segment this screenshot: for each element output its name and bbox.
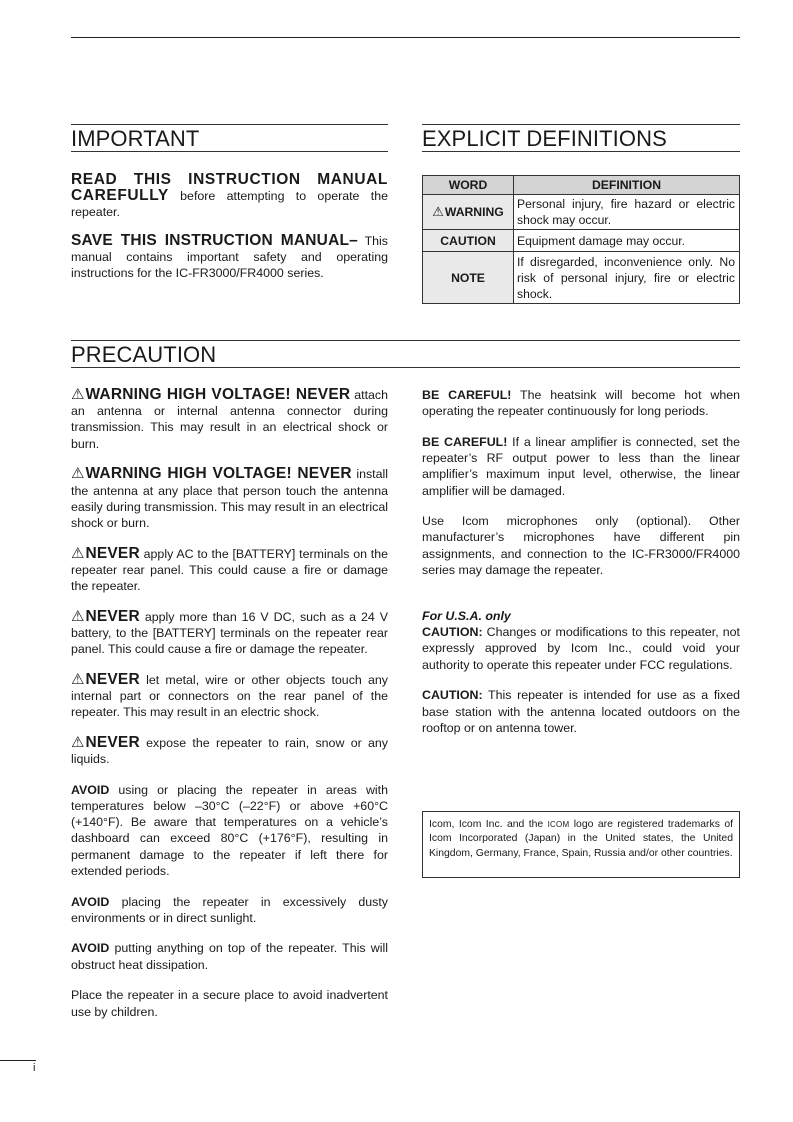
warning-icon: ⚠: [71, 733, 85, 751]
important-lead-2: SAVE THIS INSTRUCTION MANUAL–: [71, 231, 358, 249]
precaution-item: [422, 387, 740, 419]
precaution-heading-bar: [71, 340, 740, 368]
precaution-heading: PRECAUTION: [71, 342, 217, 367]
table-row: [423, 230, 740, 252]
precaution-text: using or placing the repeater in areas with temperatures below –30°C (–22°F) or above +60°C (+140°F). Be aware that temperatures on a vehicle’s dashboard can exceed 80°C (+176°F), resulting in permanent damage to the repeater if left there for extended periods.: [71, 782, 388, 878]
precaution-item: [71, 782, 388, 879]
usa-only-heading: For U.S.A. only: [422, 609, 511, 624]
precaution-lead: AVOID: [71, 782, 110, 797]
precaution-text: Use Icom microphones only (optional). Other manufacturer’s microphones have different pin assignments, and connection to the IC-FR3000/FR4000 series may damage the repeater.: [422, 514, 740, 577]
definitions-heading-bar: [422, 124, 740, 152]
definition-warning: Personal injury, fire hazard or electric shock may occur.: [514, 195, 740, 230]
word-cell: [423, 195, 514, 230]
important-heading: IMPORTANT: [71, 126, 200, 151]
precaution-lead: AVOID: [71, 941, 110, 956]
word-warning: WARNING: [444, 205, 504, 219]
important-text-1: before attempting to operate the repeater.: [71, 189, 388, 220]
precaution-item: [71, 894, 388, 926]
precaution-item: [71, 387, 388, 452]
important-lead-1: READ THIS INSTRUCTION MANUAL CAREFULLY: [71, 171, 388, 205]
definitions-table: [422, 175, 740, 304]
precaution-lead: BE CAREFUL!: [422, 388, 512, 402]
precaution-lead: WARNING HIGH VOLTAGE! NEVER: [85, 465, 352, 483]
precaution-item: [71, 672, 388, 721]
important-paragraph-2: [71, 233, 388, 282]
top-rule: [71, 37, 740, 38]
precaution-text: install the antenna at any place that person touch the antenna easily during transmission. This may result in an electrical shock or burn.: [71, 467, 388, 530]
precaution-item: [71, 609, 388, 658]
precaution-item: [71, 940, 388, 972]
precaution-right-column: [422, 387, 740, 750]
usa-lead: CAUTION:: [422, 688, 483, 703]
warning-icon: ⚠: [71, 670, 85, 688]
precaution-item: [71, 466, 388, 531]
precaution-text: putting anything on top of the repeater. This will obstruct heat dissipation.: [71, 941, 388, 972]
precaution-item: [71, 546, 388, 595]
precaution-lead: WARNING HIGH VOLTAGE! NEVER: [85, 386, 351, 403]
precaution-lead: NEVER: [85, 607, 140, 625]
definition-caution: Equipment damage may occur.: [514, 230, 740, 252]
important-heading-bar: [71, 124, 388, 152]
precaution-text: attach an antenna or internal antenna connector during transmission. This may result in an electrical shock or burn.: [71, 388, 388, 451]
trademark-text-2: logo are registered trademarks of Icom Incorporated (Japan) in the United states, the United Kingdom, Germany, France, Spain, Russia and/or other countries.: [429, 819, 733, 859]
usa-text: Changes or modifications to this repeater, not expressly approved by Icom Inc., could void your authority to operate this repeater under FCC regulations.: [422, 625, 740, 672]
precaution-text: apply AC to the [BATTERY] terminals on the repeater rear panel. This could cause a fire or damage the repeater.: [71, 546, 388, 594]
important-paragraph-1: [71, 172, 388, 221]
precaution-text: The heatsink will become hot when operating the repeater continuously for long periods.: [422, 388, 740, 419]
col-word-header: WORD: [423, 176, 514, 195]
precaution-text: If a linear amplifier is connected, set the repeater’s RF output power to less than the linear amplifier’s maximum input level, otherwise, the linear amplifier will be damaged.: [422, 434, 740, 498]
important-section: [71, 172, 388, 296]
precaution-lead: NEVER: [85, 670, 140, 688]
precaution-item: [422, 434, 740, 499]
precaution-item: [71, 987, 388, 1019]
usa-item: [422, 687, 740, 736]
precaution-lead: BE CAREFUL!: [422, 434, 508, 449]
precaution-lead: NEVER: [85, 733, 140, 751]
warning-icon: ⚠: [71, 386, 85, 403]
precaution-text: placing the repeater in excessively dusty environments or in direct sunlight.: [71, 894, 388, 925]
icom-logo: ICOM: [547, 820, 570, 829]
precaution-left-column: [71, 387, 388, 1034]
precaution-text: Place the repeater in a secure place to avoid inadvertent use by children.: [71, 988, 388, 1019]
precaution-item: [422, 513, 740, 578]
bottom-rule: [0, 1060, 36, 1061]
warning-icon: ⚠: [71, 544, 85, 562]
definitions-header-row: [423, 176, 740, 195]
definitions-heading: EXPLICIT DEFINITIONS: [422, 126, 667, 151]
warning-icon: ⚠: [71, 465, 85, 483]
precaution-item: [71, 735, 388, 767]
trademark-notice: [422, 811, 740, 878]
word-caution: CAUTION: [423, 230, 514, 252]
warning-icon: ⚠: [71, 607, 85, 625]
warning-icon: ⚠: [432, 204, 444, 219]
precaution-text: let metal, wire or other objects touch any internal part or connectors on the rear panel of the repeater. This may result in an electric shock.: [71, 672, 388, 720]
usa-item: [422, 624, 740, 673]
col-definition-header: DEFINITION: [514, 176, 740, 195]
trademark-text-1: Icom, Icom Inc. and the: [429, 819, 548, 830]
definition-note: If disregarded, inconvenience only. No risk of personal injury, fire or electric shock.: [514, 252, 740, 304]
page-number: i: [33, 1062, 36, 1074]
precaution-text: apply more than 16 V DC, such as a 24 V battery, to the [BATTERY] terminals on the repeater rear panel. This could cause a fire or damage the repeater.: [71, 609, 388, 657]
usa-text: This repeater is intended for use as a fixed base station with the antenna located outdoors on the rooftop or on antenna tower.: [422, 688, 740, 735]
precaution-text: expose the repeater to rain, snow or any liquids.: [71, 735, 388, 767]
table-row: [423, 195, 740, 230]
precaution-lead: NEVER: [85, 544, 140, 562]
usa-lead: CAUTION:: [422, 625, 483, 640]
table-row: [423, 252, 740, 304]
precaution-lead: AVOID: [71, 894, 110, 909]
important-text-2: This manual contains important safety and operating instructions for the IC-FR3000/FR4000 series.: [71, 233, 388, 281]
word-note: NOTE: [423, 252, 514, 304]
